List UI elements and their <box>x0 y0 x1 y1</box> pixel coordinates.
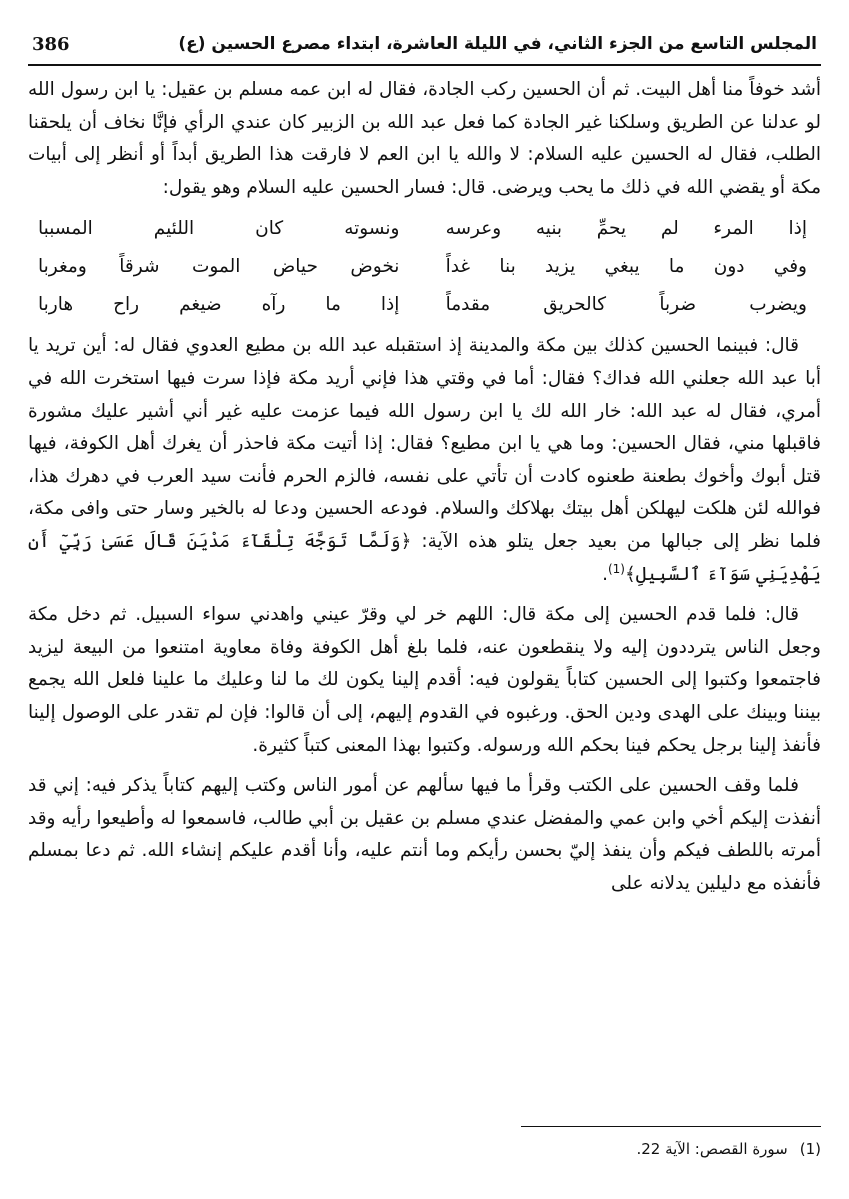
poem-verse-1-first-hemistich: إذا المرء لم يحمِّ بنيه وعرسه <box>445 218 807 240</box>
poem <box>28 210 821 324</box>
footnote-separator <box>521 1126 821 1127</box>
page-header <box>28 24 821 66</box>
running-title: المجلس التاسع من الجزء الثاني، في الليلة العاشرة، ابتداء مصرع الحسين (ع) <box>178 34 817 54</box>
paragraph-2-text: قال: فبينما الحسين كذلك بين مكة والمدينة إذ استقبله عبد الله بن مطيع العدوي فقال له: أين تريد يا أبا عبد الله جعلني الله فداك؟ فقال: أما في وقتي هذا فإني أريد مكة فإذا سرت فيها استخرت الله في أمري، فقال له عبد الله: خار الله لك يا ابن رسول الله فيما عزمت عليه غير أني أشير عليك مشورة فاقبلها مني، فقال الحسين: وما هي يا ابن مطيع؟ فقال: إذا أتيت مكة فاحذر أن يغرك أهل الكوفة، فيها قتل أبوك وأخوك بطعنة طعنوه كادت أن تأتي على نفسه، فالزم الحرم فأنت سيد العرب في دهرك هذا، فوالله لئن هلكت ليهلكن أهل بيتك بهلاكك والسلام. فودعه الحسين ودعا له بالخير وسار حتى وافى مكة، فلما نظر إلى جبالها من بعيد جعل يتلو هذه الآية: <box>28 335 821 552</box>
paragraph-2 <box>28 330 821 591</box>
paragraph-2-end: . <box>602 563 608 585</box>
main-text <box>28 74 821 900</box>
poem-verse-3 <box>38 286 807 324</box>
paragraph-1: أشد خوفاً منا أهل البيت. ثم أن الحسين ركب الجادة، فقال له ابن عمه مسلم بن عقيل: يا ابن رسول الله لو عدلنا عن الطريق وسلكنا غير الجادة كما فعل عبد الله بن الزبير كان عندي الرأي فإنَّا نخاف أن يلحقنا الطلب، فقال له الحسين عليه السلام: لا والله يا ابن العم لا فارقت هذا الطريق أبداً أو أنظر إلى أبيات مكة أو يقضي الله في ذلك ما يحب ويرضى. قال: فسار الحسين عليه السلام وهو يقول: <box>28 79 821 198</box>
quran-verse: ﴿وَلَمَّا تَوَجَّهَ تِلْقَآءَ مَدْيَنَ قَالَ عَسَىٰ رَبِّيٓ أَن يَهْدِيَنِي سَوَآءَ ٱلسَّبِيلِ﴾ <box>28 530 821 585</box>
poem-verse-2-second-hemistich: نخوض حياض الموت شرقاً ومغربا <box>38 256 400 278</box>
footnotes <box>28 1136 821 1162</box>
poem-verse-1-second-hemistich: ونسوته كان اللئيم المسببا <box>38 218 400 240</box>
page-number: 386 <box>32 33 70 55</box>
footnote-marker[interactable]: (1) <box>607 561 625 576</box>
footnote-1 <box>28 1136 821 1162</box>
poem-verse-3-second-hemistich: إذا ما رآه ضيغم راح هاربا <box>38 294 400 316</box>
paragraph-3: قال: فلما قدم الحسين إلى مكة قال: اللهم خر لي وقرّ عيني واهدني سواء السبيل. ثم دخل مكة وجعل الناس يترددون إليه ولا ينقطعون عنه، فلما بلغ أهل الكوفة وفاة معاوية امتنعوا من البيعة ليزيد فاجتمعوا وكتبوا إلى الحسين كتاباً يقولون فيه: أقدم إلينا يكون لك ما لنا وعليك ما علينا فلعل الله يجمع بيننا وبينك على الهدى ودين الحق. ورغبوه في القدوم إليهم، إلى أن قالوا: فإن لم تقدر على الوصول إلينا فأنفذ إلينا برجل يحكم فينا بحكم الله ورسوله. وكتبوا بهذا المعنى كتباً كثيرة. <box>28 604 821 756</box>
footnote-text: سورة القصص: الآية 22. <box>636 1140 788 1158</box>
poem-verse-1 <box>38 210 807 248</box>
poem-verse-3-first-hemistich: ويضرب ضرباً كالحريق مقدماً <box>445 294 807 316</box>
paragraph-4: فلما وقف الحسين على الكتب وقرأ ما فيها سألهم عن أمور الناس وكتب إليهم كتاباً يذكر فيه: إني قد أنفذت إليكم أخي وابن عمي والمفضل عندي مسلم بن عقيل بن أبي طالب، فاسمعوا له وأطيعوا رأيه وقد أمرته باللطف فيكم وأن ينفذ إليّ بحسن رأيكم وما أنتم عليه، وأنا أقدم عليكم إنشاء الله. ثم دعا بمسلم فأنفذه مع دليلين يدلانه على <box>28 775 821 894</box>
poem-verse-2-first-hemistich: وفي دون ما يبغي يزيد بنا غداً <box>445 256 807 278</box>
poem-verse-2 <box>38 248 807 286</box>
footnote-number: (1) <box>799 1140 821 1158</box>
book-page <box>28 24 821 1184</box>
